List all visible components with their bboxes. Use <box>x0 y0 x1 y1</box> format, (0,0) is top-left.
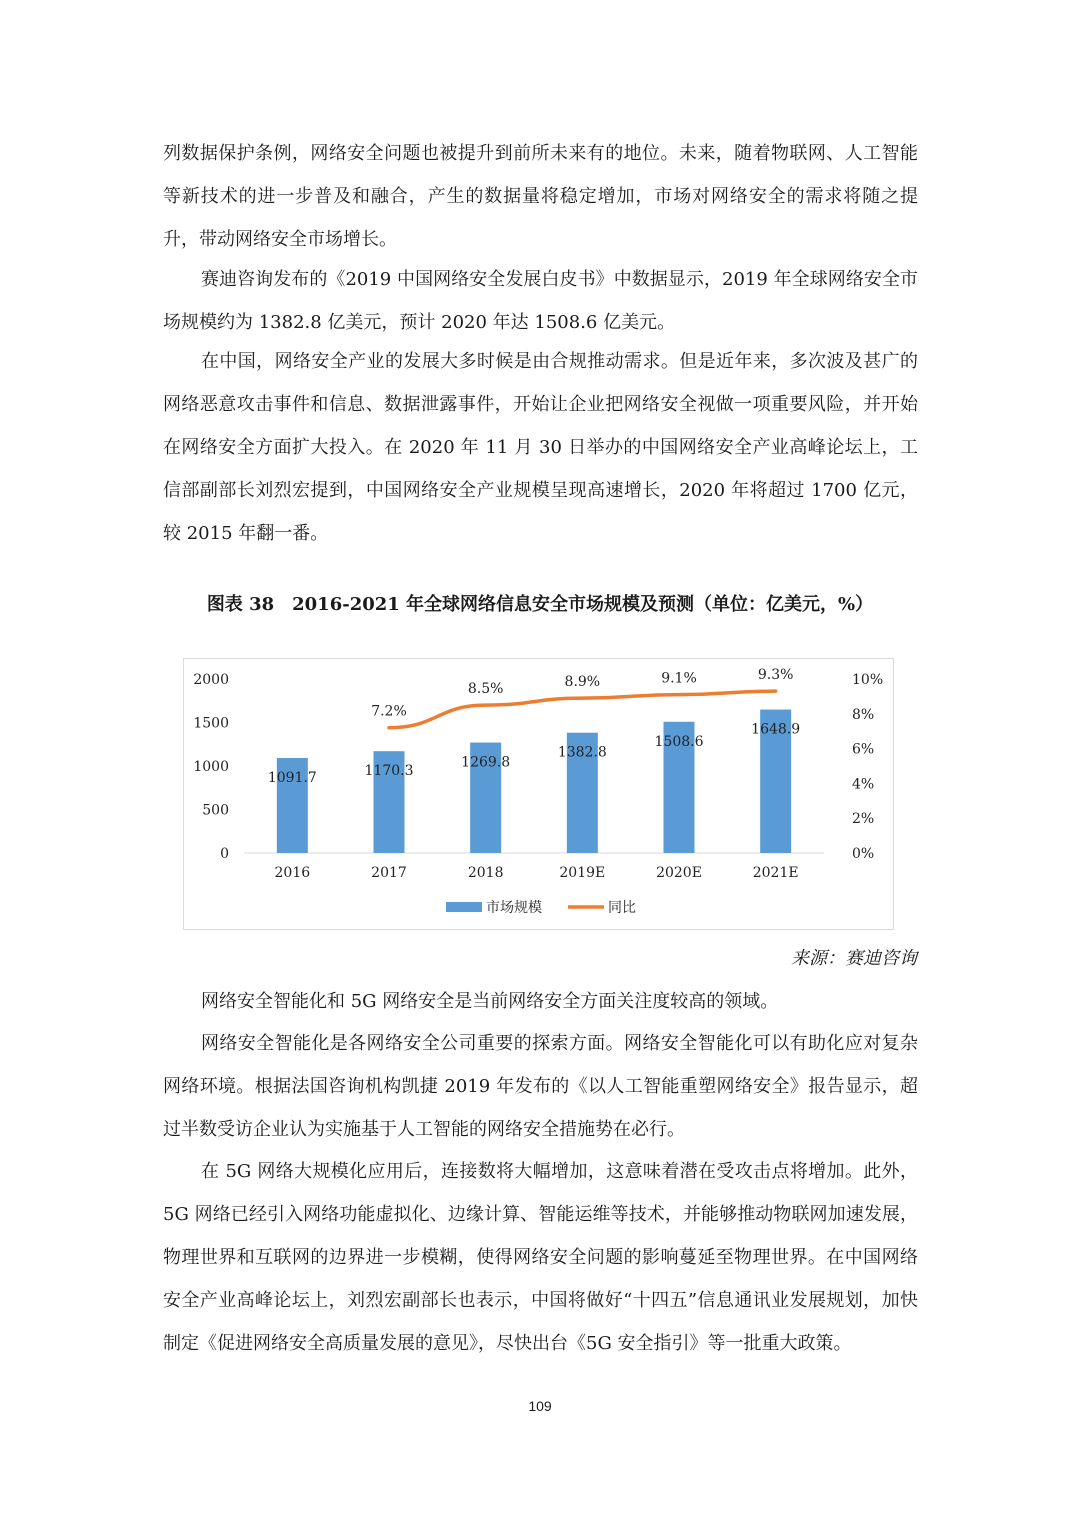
source-note: 来源：赛迪咨询 <box>791 948 917 969</box>
x-tick-label: 2021E <box>752 865 799 881</box>
paragraph-5: 网络安全智能化是各网络安全公司重要的探索方面。网络安全智能化可以有助化应对复杂网络环境。根据法国咨询机构凯捷 2019 年发布的《以人工智能重塑网络安全》报告显示，超过半数受访企业认为实施基于人工智能的网络安全措施势在必行。 <box>163 1033 918 1140</box>
bar-data-label: 1508.6 <box>654 733 704 750</box>
bar-data-label: 1648.9 <box>751 721 801 738</box>
y-left-tick-label: 1000 <box>193 759 229 775</box>
x-tick-label: 2018 <box>467 865 504 881</box>
line-data-label: 9.1% <box>661 670 697 687</box>
legend-label-bars: 市场规模 <box>486 900 542 916</box>
legend-label-line: 同比 <box>608 900 636 916</box>
y-right-tick-label: 10% <box>852 672 884 688</box>
line-data-label: 8.9% <box>564 674 601 691</box>
line-data-label: 8.5% <box>467 681 504 698</box>
legend-swatch-bars <box>446 902 482 912</box>
bar-data-label: 1170.3 <box>364 763 414 780</box>
paragraph-2: 赛迪咨询发布的《2019 中国网络安全发展白皮书》中数据显示，2019 年全球网络安全市场规模约为 1382.8 亿美元，预计 2020 年达 1508.6 亿美元。 <box>163 269 918 333</box>
paragraph-4: 网络安全智能化和 5G 网络安全是当前网络安全方面关注度较高的领域。 <box>201 991 779 1012</box>
y-right-tick-label: 6% <box>852 741 875 758</box>
market-size-chart <box>184 659 893 929</box>
paragraph-1: 列数据保护条例，网络安全问题也被提升到前所未来有的地位。未来，随着物联网、人工智能等新技术的进一步普及和融合，产生的数据量将稳定增加，市场对网络安全的需求将随之提升，带动网络安全市场增长。 <box>163 143 918 250</box>
x-tick-label: 2016 <box>274 865 311 881</box>
page-number: 109 <box>528 1398 552 1414</box>
y-right-tick-label: 2% <box>852 811 875 828</box>
y-left-tick-label: 1500 <box>193 715 229 732</box>
line-data-label: 9.3% <box>757 667 794 684</box>
bar-data-label: 1091.7 <box>267 770 317 787</box>
y-right-tick-label: 0% <box>852 846 875 862</box>
y-left-tick-label: 0 <box>220 846 229 862</box>
paragraph-3: 在中国，网络安全产业的发展大多时候是由合规推动需求。但是近年来，多次波及甚广的网络恶意攻击事件和信息、数据泄露事件，开始让企业把网络安全视做一项重要风险，并开始在网络安全方面扩大投入。在 2020 年 11 月 30 日举办的中国网络安全产业高峰论坛上，工信部副部长刘烈宏提到，中国网络安全产业规模呈现高速增长，2020 年将超过 1700 亿元，较 2015 年翻一番。 <box>163 351 918 544</box>
y-left-tick-label: 2000 <box>193 672 229 688</box>
y-right-tick-label: 4% <box>852 776 875 793</box>
figure-caption: 图表 38 2016-2021 年全球网络信息安全市场规模及预测（单位：亿美元，%） <box>206 594 874 615</box>
y-left-tick-label: 500 <box>202 802 229 819</box>
bar-data-label: 1269.8 <box>461 754 511 771</box>
paragraph-6: 在 5G 网络大规模化应用后，连接数将大幅增加，这意味着潜在受攻击点将增加。此外，5G 网络已经引入网络功能虚拟化、边缘计算、智能运维等技术，并能够推动物联网加速发展，物理世界和互联网的边界进一步模糊，使得网络安全问题的影响蔓延至物理世界。在中国网络安全产业高峰论坛上，刘烈宏副部长也表示，中国将做好“十四五”信息通讯业发展规划，加快制定《促进网络安全高质量发展的意见》，尽快出台《5G 安全指引》等一批重大政策。 <box>163 1161 918 1354</box>
y-right-tick-label: 8% <box>852 706 875 723</box>
line-data-label: 7.2% <box>371 703 407 720</box>
bar-data-label: 1382.8 <box>557 744 607 761</box>
x-tick-label: 2017 <box>371 865 407 881</box>
x-tick-label: 2019E <box>559 865 606 881</box>
growth-line <box>389 691 776 728</box>
chart-container <box>183 658 894 930</box>
x-tick-label: 2020E <box>656 865 702 881</box>
